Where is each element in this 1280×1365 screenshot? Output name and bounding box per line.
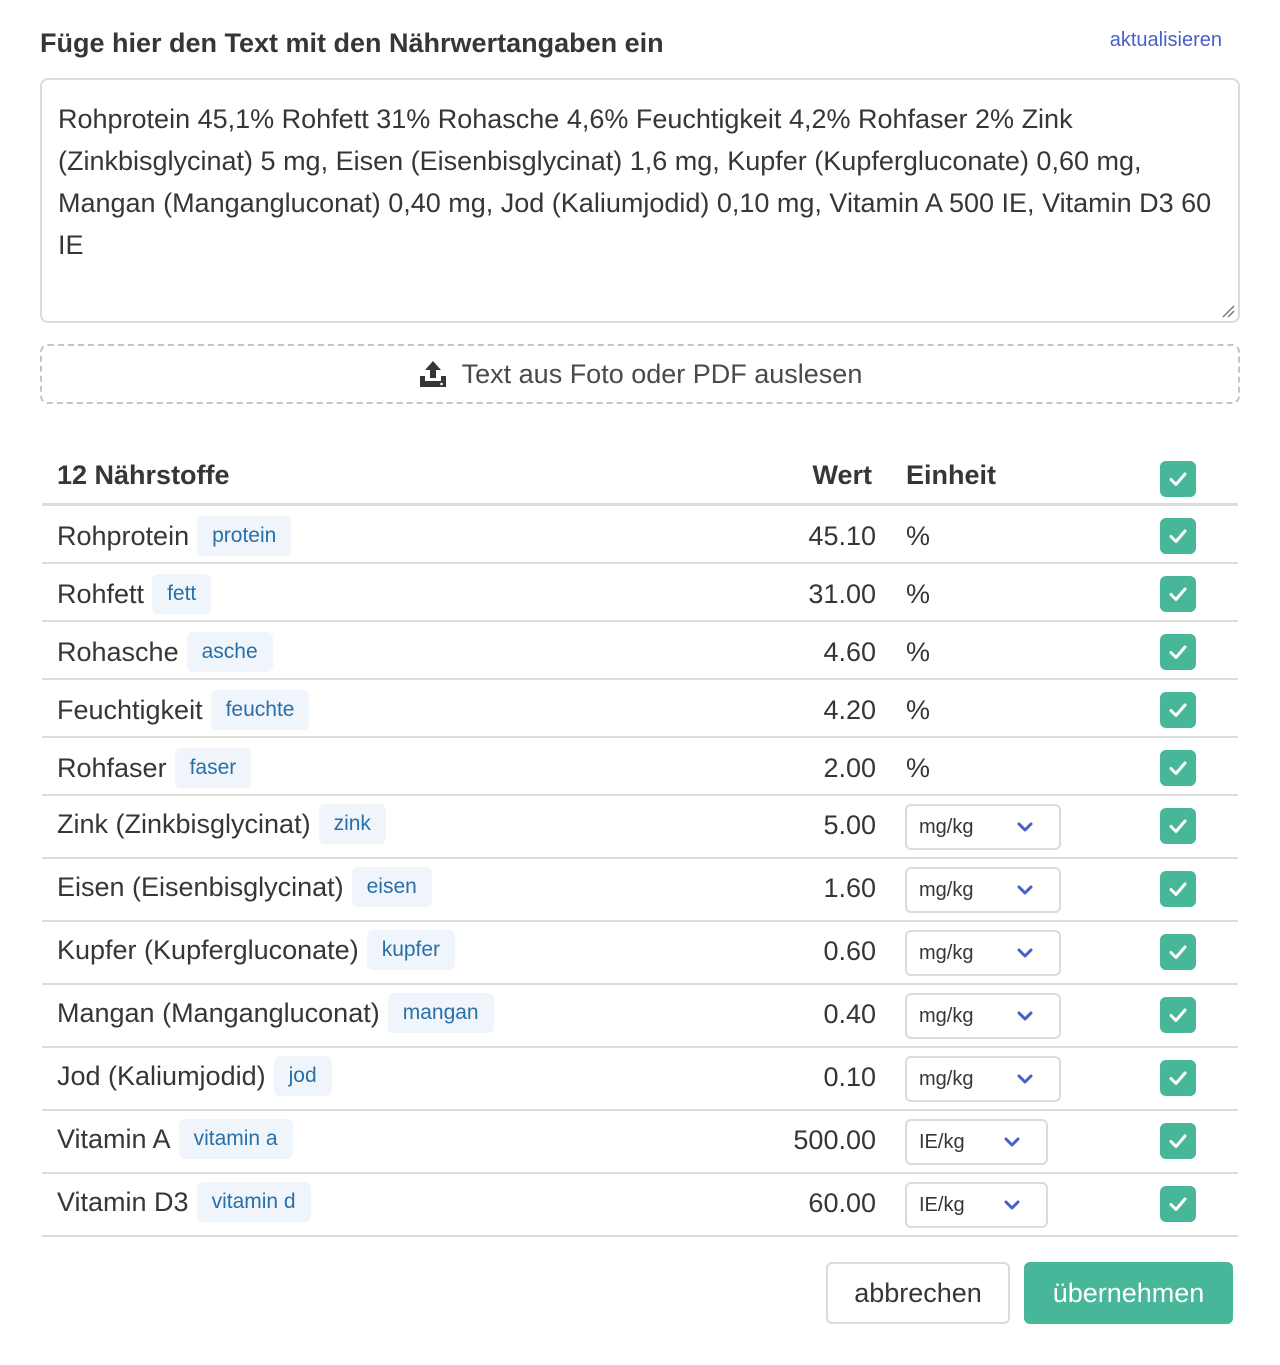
nutrient-tag: kupfer [367, 930, 455, 970]
nutrient-name-cell [57, 690, 309, 730]
upload-photo-pdf-button[interactable] [40, 344, 1240, 404]
row-checkbox[interactable] [1160, 692, 1196, 728]
nutrient-name-cell [57, 1119, 293, 1159]
row-checkbox[interactable] [1160, 634, 1196, 670]
nutrient-name-cell [57, 516, 291, 556]
chevron-down-icon [1004, 1199, 1020, 1211]
nutrient-name: Rohfett [57, 578, 145, 609]
row-checkbox[interactable] [1160, 750, 1196, 786]
nutrient-value: 1.60 [823, 873, 876, 903]
row-checkbox[interactable] [1160, 1186, 1196, 1222]
nutrient-tag: vitamin d [197, 1182, 311, 1222]
unit-text: % [906, 579, 931, 609]
nutrient-value: 4.60 [823, 637, 876, 667]
page-title: Füge hier den Text mit den Nährwertangaben ein [40, 28, 664, 58]
nutrient-name: Vitamin D3 [57, 1186, 189, 1217]
unit-text: % [906, 521, 931, 551]
table-row [42, 622, 1238, 680]
chevron-down-icon [1017, 1073, 1033, 1085]
nutrient-value: 60.00 [808, 1188, 876, 1218]
checkmark-icon [1166, 1129, 1190, 1153]
chevron-down-icon [1017, 821, 1033, 833]
refresh-link[interactable]: aktualisieren [1109, 29, 1222, 51]
nutrient-name: Rohprotein [57, 520, 190, 551]
table-row [42, 1111, 1238, 1174]
nutrient-name: Eisen (Eisenbisglycinat) [57, 871, 344, 902]
nutrient-name-cell [57, 1056, 332, 1096]
nutrient-tag: asche [187, 632, 273, 672]
checkmark-icon [1166, 1192, 1190, 1216]
checkmark-icon [1166, 640, 1190, 664]
table-header [42, 450, 1238, 506]
checkmark-icon [1166, 582, 1190, 606]
nutrient-name-cell [57, 993, 494, 1033]
row-checkbox[interactable] [1160, 997, 1196, 1033]
row-checkbox[interactable] [1160, 871, 1196, 907]
row-checkbox[interactable] [1160, 934, 1196, 970]
checkmark-icon [1166, 698, 1190, 722]
checkmark-icon [1166, 940, 1190, 964]
row-checkbox[interactable] [1160, 1060, 1196, 1096]
nutrient-tag: faser [175, 748, 252, 788]
nutrient-tag: vitamin a [179, 1119, 293, 1159]
row-checkbox[interactable] [1160, 576, 1196, 612]
header-value: Wert [812, 460, 872, 490]
nutrient-tag: jod [274, 1056, 332, 1096]
nutrient-name: Feuchtigkeit [57, 694, 203, 725]
chevron-down-icon [1017, 884, 1033, 896]
unit-select-value: mg/kg [919, 1004, 974, 1027]
nutrient-name-cell [57, 930, 455, 970]
table-row [42, 1174, 1238, 1237]
nutrient-name: Rohasche [57, 636, 179, 667]
unit-select-value: mg/kg [919, 878, 974, 901]
checkmark-icon [1166, 524, 1190, 548]
table-row [42, 738, 1238, 796]
nutrient-value: 45.10 [808, 521, 876, 551]
upload-label: Text aus Foto oder PDF auslesen [461, 358, 863, 389]
unit-select[interactable] [905, 993, 1061, 1039]
header [40, 28, 1222, 62]
row-checkbox[interactable] [1160, 1123, 1196, 1159]
select-all-checkbox[interactable] [1160, 461, 1196, 497]
checkmark-icon [1166, 1066, 1190, 1090]
nutrient-value: 4.20 [823, 695, 876, 725]
table-row [42, 506, 1238, 564]
nutrient-value: 500.00 [793, 1125, 876, 1155]
unit-select-value: mg/kg [919, 815, 974, 838]
nutrient-tag: feuchte [211, 690, 310, 730]
checkmark-icon [1166, 756, 1190, 780]
unit-select-value: mg/kg [919, 1067, 974, 1090]
table-row [42, 1048, 1238, 1111]
unit-select[interactable] [905, 867, 1061, 913]
unit-select[interactable] [905, 804, 1061, 850]
unit-select[interactable] [905, 1119, 1048, 1165]
nutrient-tag: protein [197, 516, 291, 556]
nutrient-tag: fett [152, 574, 211, 614]
nutrition-text-input[interactable] [42, 80, 1238, 321]
table-row [42, 680, 1238, 738]
nutrient-name: Zink (Zinkbisglycinat) [57, 808, 311, 839]
nutrient-name-cell [57, 748, 251, 788]
cancel-button[interactable]: abbrechen [826, 1262, 1010, 1324]
chevron-down-icon [1004, 1136, 1020, 1148]
nutrient-tag: zink [319, 804, 386, 844]
nutrient-value: 0.10 [823, 1062, 876, 1092]
nutrient-value: 5.00 [823, 810, 876, 840]
checkmark-icon [1166, 1003, 1190, 1027]
unit-select-value: IE/kg [919, 1193, 965, 1216]
apply-button[interactable]: übernehmen [1024, 1262, 1233, 1324]
nutrient-tag: mangan [388, 993, 494, 1033]
header-nutrients-count: 12 Nährstoffe [57, 460, 230, 490]
checkmark-icon [1166, 877, 1190, 901]
nutrient-value: 31.00 [808, 579, 876, 609]
unit-text: % [906, 695, 931, 725]
unit-select-value: IE/kg [919, 1130, 965, 1153]
table-row [42, 922, 1238, 985]
nutrient-value: 0.60 [823, 936, 876, 966]
nutrient-name-cell [57, 632, 273, 672]
nutrient-name: Kupfer (Kupfergluconate) [57, 934, 359, 965]
row-checkbox[interactable] [1160, 808, 1196, 844]
upload-icon [418, 359, 448, 389]
nutrient-name: Mangan (Mangangluconat) [57, 997, 380, 1028]
table-row [42, 796, 1238, 859]
nutrient-value: 2.00 [823, 753, 876, 783]
nutrition-text-container [40, 78, 1240, 323]
nutrient-name-cell [57, 1182, 311, 1222]
chevron-down-icon [1017, 947, 1033, 959]
nutrients-table [42, 450, 1238, 1237]
nutrient-name-cell [57, 867, 432, 907]
unit-select[interactable] [905, 930, 1061, 976]
header-unit: Einheit [906, 460, 997, 490]
resize-grip-icon[interactable] [1221, 304, 1235, 318]
unit-select[interactable] [905, 1182, 1048, 1228]
row-checkbox[interactable] [1160, 518, 1196, 554]
chevron-down-icon [1017, 1010, 1033, 1022]
table-row [42, 564, 1238, 622]
unit-text: % [906, 637, 931, 667]
nutrient-name-cell [57, 574, 211, 614]
nutrient-value: 0.40 [823, 999, 876, 1029]
unit-select-value: mg/kg [919, 941, 974, 964]
nutrient-tag: eisen [352, 867, 432, 907]
nutrient-name: Jod (Kaliumjodid) [57, 1060, 266, 1091]
table-row [42, 985, 1238, 1048]
unit-select[interactable] [905, 1056, 1061, 1102]
nutrient-name: Vitamin A [57, 1123, 171, 1154]
unit-text: % [906, 753, 931, 783]
checkmark-icon [1166, 467, 1190, 491]
nutrient-name-cell [57, 804, 386, 844]
nutrient-name: Rohfaser [57, 752, 167, 783]
checkmark-icon [1166, 814, 1190, 838]
table-row [42, 859, 1238, 922]
